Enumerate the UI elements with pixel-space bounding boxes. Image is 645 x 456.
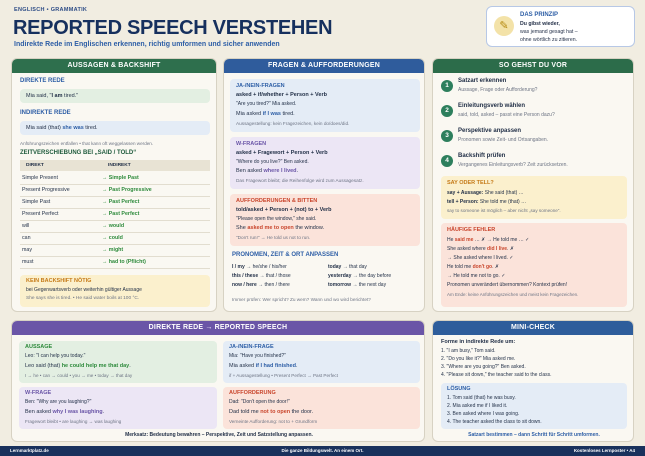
common-errors-box: HÄUFIGE FEHLER He said me … ✗ → He told me … ✓ She asked where did I live. ✗ → She asked where I lived. ✓ He told me don't go. ✗ → He told me not to go. ✓ Pronomen unverändert übernommen? Kontext prüfen! Am Ende: keine Anführungszeichen und meist kein Fragezeichen. [441, 223, 627, 307]
transform-header: DIREKTE REDE → REPORTED SPEECH [12, 321, 424, 335]
page-title: REPORTED SPEECH VERSTEHEN [13, 17, 333, 39]
step-number: 2 [441, 105, 453, 117]
lightbulb-icon: ✎ [494, 16, 514, 36]
check-item: 4. "Please sit down," the teacher said to the class. [441, 372, 552, 378]
command-box: AUFFORDERUNGEN & BITTEN told/asked + Person + (not) to + Verb "Please open the window," she said. She asked me to open the window. "Don't run!" → He told us not to run. [230, 194, 420, 246]
step-number: 3 [441, 130, 453, 142]
mini-check-header: MINI-CHECK [433, 321, 633, 335]
footer-tagline: Die ganze Bildungswelt. An einem Ort. [281, 448, 364, 453]
principle-heading: DAS PRINZIP [520, 12, 559, 18]
step-title: Backshift prüfen [458, 153, 506, 159]
principle-line: ohne wörtlich zu zitieren. [520, 37, 578, 43]
example-statement: AUSSAGE Leo: "I can help you today." Leo said (that) he could help me that day. I → he • can → could • you → me • today → that day [19, 341, 217, 383]
mini-check-panel [432, 320, 634, 442]
no-backshift-box: KEIN BACKSHIFT NÖTIG bei Gegenwartsverb oder weiterhin gültiger Aussage She says she is tired. • He said water boils at 100 °C. [20, 275, 210, 307]
check-instruction: Forme in indirekte Rede um: [441, 339, 516, 345]
questions-panel: FRAGEN & AUFFORDERUNGEN JA-/NEIN-FRAGEN asked + if/whether + Person + Verb "Are you tired?" Mia asked. Mia asked if I was tired. Aussagestellung: kein Fragezeichen, kein do/does/did. W-FRAGEN asked + Fragewort + Person + Verb "Where do you live?" Ben asked. Ben asked where I lived. Das Fragewort bleibt; die Reihenfolge wird zum Aussagesatz. AUFFORDERUNGEN & BITTEN told/asked + Person + (not) to + Verb "Please open the window," she said. She asked me to open the window. "Don't run!" → He told us not to run. PRONOMEN, ZEIT & ORT ANPASSEN I / my → he/she / his/her today → that day this / these → that / those yesterday → the day before now / here → then / there tomorrow → the next day Immer prüfen: Wer spricht? Zu wem? Wann und wo wird berichtet? [223, 58, 425, 312]
direct-example: Mia said, "I am tired." [20, 89, 210, 103]
step-number: 1 [441, 80, 453, 92]
footer-note: Kostenloses Lernposter • A4 [573, 448, 635, 453]
principle-line: Du gibst wieder, [520, 21, 560, 27]
shift-heading: ZEITVERSCHIEBUNG BEI „SAID / TOLD“ [20, 150, 137, 156]
example-command: AUFFORDERUNG Dad: "Don't open the door!" Dad told me not to open the door. Verneinte Aufforderung: not to + Grundform [223, 387, 420, 429]
yes-no-box: JA-/NEIN-FRAGEN asked + if/whether + Person + Verb "Are you tired?" Mia asked. Mia asked if I was tired. Aussagestellung: kein Fragezeichen, kein do/does/did. [230, 79, 420, 132]
say-tell-box: SAY ODER TELL? say + Aussage: She said (that) … tell + Person: She told me (that) … say to someone ist möglich – aber nicht „say someone“. [441, 176, 627, 219]
step-desc: Pronomen sowie Zeit- und Ortsangaben. [458, 137, 549, 143]
footer-brand: Lernmarktplatz.de [10, 448, 49, 453]
table-row: must → had to (Pflicht) [20, 256, 210, 268]
statements-header: AUSSAGEN & BACKSHIFT [12, 59, 216, 73]
note: Anführungszeichen entfallen • that kann oft weggelassen werden. [20, 141, 154, 146]
wh-box: W-FRAGEN asked + Fragewort + Person + Verb "Where do you live?" Ben asked. Ben asked where I lived. Das Fragewort bleibt; die Reihenfolge wird zum Aussagesatz. [230, 137, 420, 189]
step-title: Perspektive anpassen [458, 128, 522, 134]
steps-panel [432, 58, 634, 312]
direct-heading: DIREKTE REDE [20, 78, 65, 84]
steps-header: SO GEHST DU VOR [433, 59, 633, 73]
principle-line: was jemand gesagt hat – [520, 29, 578, 35]
check-item: 1. "I am busy," Tom said. [441, 348, 496, 354]
table-row: may → might [20, 244, 210, 256]
footer [0, 446, 645, 456]
questions-header: FRAGEN & AUFFORDERUNGEN [224, 59, 424, 73]
step-desc: Aussage, Frage oder Aufforderung? [458, 87, 538, 93]
table-row: can → could [20, 232, 210, 244]
table-row: Simple Past → Past Perfect [20, 196, 210, 208]
table-row: Present Perfect → Past Perfect [20, 208, 210, 220]
check-item: 2. "Do you like it?" Mia asked me. [441, 356, 516, 362]
solution-box: LÖSUNG 1. Tom said (that) he was busy. 2. Mia asked me if I liked it. 3. Ben asked where I was going. 4. The teacher asked the class to sit down. [441, 383, 627, 429]
step-number: 4 [441, 155, 453, 167]
step-desc: said, told, asked – passt eine Person dazu? [458, 112, 555, 118]
merksatz: Merksatz: Bedeutung bewahren – Perspektive, Zeit und Satzstellung anpassen. [125, 432, 313, 438]
principle-box [486, 6, 635, 47]
indirect-example: Mia said (that) she was tired. [20, 121, 210, 135]
example-wh: W-FRAGE Ben: "Why are you laughing?" Ben asked why I was laughing. Fragewort bleibt • are laughing → was laughing [19, 387, 217, 429]
indirect-heading: INDIREKTE REDE [20, 110, 71, 116]
step-title: Einleitungsverb wählen [458, 103, 526, 109]
check-tip: Satzart bestimmen – dann Schritt für Schritt umformen. [468, 432, 600, 438]
table-row: Simple Present → Simple Past [20, 172, 210, 184]
table-header: DIREKT INDIREKT [20, 160, 210, 171]
check-item: 3. "Where are you going?" Ben asked. [441, 364, 526, 370]
page-subtitle: Indirekte Rede im Englischen erkennen, richtig umformen und sicher anwenden [14, 41, 280, 48]
pronoun-heading: PRONOMEN, ZEIT & ORT ANPASSEN [232, 252, 339, 258]
example-yes-no: JA-/NEIN-FRAGE Mia: "Have you finished?" Mia asked if I had finished. if + Aussagestellung • Present Perfect → Past Perfect [223, 341, 420, 383]
kicker: ENGLISCH • GRAMMATIK [14, 7, 88, 13]
transform-panel [11, 320, 425, 442]
statements-panel [11, 58, 217, 312]
step-title: Satzart erkennen [458, 78, 507, 84]
table-row: will → would [20, 220, 210, 232]
table-row: Present Progressive → Past Progressive [20, 184, 210, 196]
step-desc: Vergangenes Einleitungsverb? Zeit zurücksetzen. [458, 162, 568, 168]
backshift-table [20, 172, 210, 269]
pronoun-note: Immer prüfen: Wer spricht? Zu wem? Wann und wo wird berichtet? [232, 297, 371, 302]
